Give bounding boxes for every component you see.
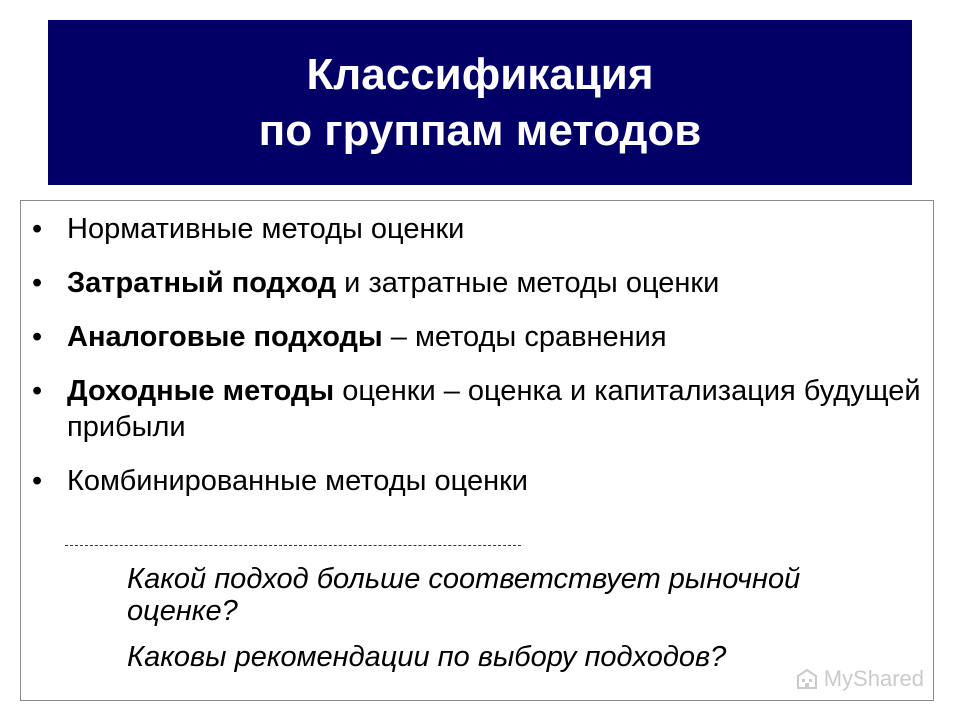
bullet-text: и затратные методы оценки [336, 267, 720, 299]
watermark [796, 666, 924, 692]
bullet-dot: • [32, 267, 43, 299]
bullet-text: – методы сравнения [382, 321, 667, 353]
watermark-text: MyShared [823, 666, 924, 691]
bullet-dot: • [32, 465, 43, 497]
building-icon [796, 668, 818, 690]
question-1: Какой подход больше соответствует рыночной оценке? [127, 563, 801, 627]
bullet-text: Нормативные методы оценки [67, 213, 465, 245]
bullet-dot: • [32, 321, 43, 353]
bullet-item [21, 319, 933, 355]
bullet-list [21, 211, 933, 517]
bullet-item [21, 373, 933, 445]
title-line-1: Классификация [306, 49, 654, 99]
bullet-text: оценки – оценка и капитализация будущей прибыли [67, 375, 921, 443]
bullet-dot: • [32, 213, 43, 245]
title-banner [48, 20, 912, 185]
bullet-item [21, 265, 933, 301]
bullet-bold-term: Аналоговые подходы [67, 321, 383, 353]
title-line-2: по группам методов [258, 105, 702, 155]
bullet-text: Комбинированные методы оценки [67, 465, 528, 497]
bullet-item [21, 463, 933, 499]
dashed-divider [65, 545, 521, 546]
bullet-bold-term: Затратный подход [67, 267, 337, 299]
bullet-bold-term: Доходные методы [67, 375, 335, 407]
content-panel [20, 200, 934, 701]
question-2: Каковы рекомендации по выбору подходов? [127, 641, 727, 673]
bullet-item [21, 211, 933, 247]
bullet-dot: • [32, 375, 43, 407]
